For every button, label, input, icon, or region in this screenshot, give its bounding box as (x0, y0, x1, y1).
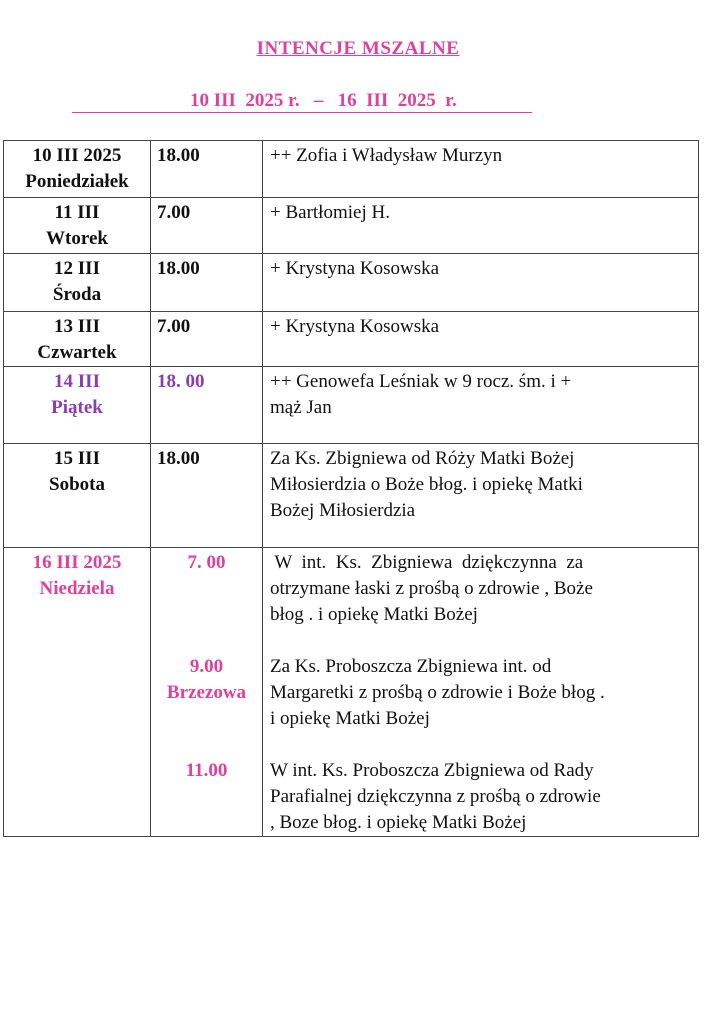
intention-line: Parafialnej dziękczynna z prośbą o zdrowie (270, 786, 601, 807)
day-weekday: Środa (52, 284, 102, 305)
intention-cell (263, 548, 699, 837)
day-weekday: Piątek (51, 397, 103, 418)
intention-line: + Krystyna Kosowska (270, 258, 440, 279)
intention-line: Za Ks. Proboszcza Zbigniewa int. od (270, 656, 552, 677)
table-row (4, 548, 699, 837)
intention-line: otrzymane łaski z prośbą o zdrowie , Boże (270, 578, 593, 599)
intention-line: Za Ks. Zbigniewa od Róży Matki Bożej (270, 448, 575, 469)
day-cell (4, 444, 151, 548)
date-range-header (72, 90, 532, 113)
intention-line: Margaretki z prośbą o zdrowie i Boże błog . (270, 682, 605, 703)
mass-time: 18.00 (151, 141, 263, 198)
mass-time: 9.00 (189, 656, 224, 677)
page-title: INTENCJE MSZALNE (256, 38, 460, 59)
mass-times-cell (151, 548, 263, 837)
intention-cell (263, 312, 699, 367)
intention-cell (263, 254, 699, 312)
day-weekday: Niedziela (39, 578, 115, 599)
intention-line: i opiekę Matki Bożej (270, 708, 430, 729)
day-cell (4, 312, 151, 367)
table-row (4, 198, 699, 254)
mass-time: 7. 00 (187, 552, 226, 573)
intention-line: Bożej Miłosierdzia (270, 500, 416, 521)
intention-cell (263, 198, 699, 254)
day-weekday: Sobota (49, 474, 105, 495)
day-cell (4, 367, 151, 444)
intention-line: + Bartłomiej H. (270, 202, 390, 223)
intention-cell (263, 367, 699, 444)
day-cell (4, 141, 151, 198)
mass-time: 18.00 (151, 444, 263, 548)
mass-time: 11.00 (185, 760, 228, 781)
date-range-text: 10 III 2025 r. – 16 III 2025 r. (190, 90, 457, 111)
intention-line: ++ Genowefa Leśniak w 9 rocz. śm. i + (270, 371, 572, 392)
day-cell (4, 254, 151, 312)
intention-line: Miłosierdzia o Boże błog. i opiekę Matki (270, 474, 583, 495)
day-date: 14 III (54, 371, 100, 392)
table-row (4, 444, 699, 548)
mass-location: Brzezowa (166, 682, 247, 703)
mass-time: 18. 00 (151, 367, 263, 444)
intention-line: , Boze błog. i opiekę Matki Bożej (270, 812, 527, 833)
day-weekday: Wtorek (46, 228, 108, 249)
intention-cell (263, 141, 699, 198)
day-date: 16 III 2025 (32, 552, 122, 573)
intention-line: mąż Jan (270, 397, 332, 418)
mass-time: 7.00 (151, 198, 263, 254)
day-date: 11 III (54, 202, 100, 223)
intention-line: + Krystyna Kosowska (270, 316, 440, 337)
intention-line: W int. Ks. Proboszcza Zbigniewa od Rady (270, 760, 594, 781)
day-date: 12 III (54, 258, 100, 279)
table-row (4, 367, 699, 444)
intentions-table (3, 140, 699, 837)
day-cell (4, 198, 151, 254)
table-row (4, 312, 699, 367)
table-row (4, 254, 699, 312)
day-cell (4, 548, 151, 837)
day-date: 10 III 2025 (32, 145, 122, 166)
day-weekday: Czwartek (37, 342, 117, 363)
intention-line: błog . i opiekę Matki Bożej (270, 604, 478, 625)
intention-cell (263, 444, 699, 548)
intention-line: W int. Ks. Zbigniewa dziękczynna za (270, 552, 584, 573)
day-date: 13 III (54, 316, 100, 337)
mass-time: 18.00 (151, 254, 263, 312)
table-row (4, 141, 699, 198)
intention-line: ++ Zofia i Władysław Murzyn (270, 145, 503, 166)
mass-time: 7.00 (151, 312, 263, 367)
day-weekday: Poniedziałek (25, 171, 129, 192)
day-date: 15 III (54, 448, 100, 469)
